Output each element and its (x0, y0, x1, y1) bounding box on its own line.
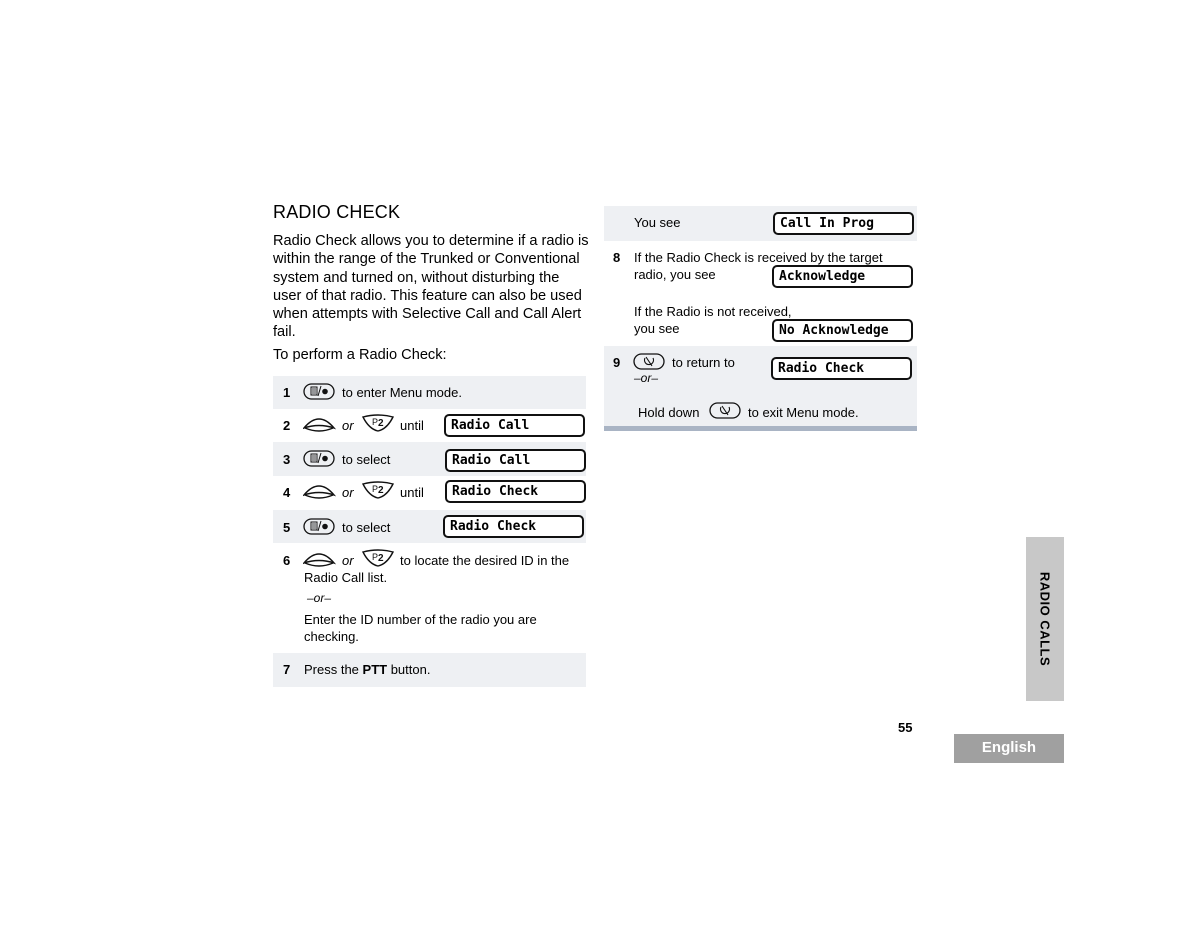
p2-button-icon (362, 481, 395, 501)
chapter-tab-label: RADIO CALLS (1037, 571, 1053, 667)
step-text: If the Radio Check is received by the target (634, 250, 883, 265)
p2-button-icon (362, 414, 395, 434)
chapter-tab (1026, 537, 1064, 701)
step-text: to select (342, 452, 391, 467)
step-text: to return to (672, 355, 735, 370)
display-no-acknowledge: No Acknowledge (772, 319, 913, 342)
page-number: 55 (898, 720, 913, 735)
alternative-or: –or– (307, 591, 332, 605)
alternative-or: –or– (634, 371, 659, 385)
section-end-rule (604, 426, 917, 431)
step-text: If the Radio is not received, (634, 304, 792, 319)
up-arrow-button-icon (303, 549, 336, 569)
step-text (304, 662, 430, 677)
perform-lead-in: To perform a Radio Check: (273, 347, 447, 363)
display-radio-call: Radio Call (444, 414, 585, 437)
step-text: checking. (304, 629, 359, 644)
step-number: 4 (283, 485, 291, 500)
step-text: Enter the ID number of the radio you are (304, 612, 537, 627)
display-radio-check: Radio Check (445, 480, 586, 503)
step-text-post: button. (387, 662, 431, 677)
step-number: 8 (613, 250, 621, 265)
exit-menu-text: to exit Menu mode. (748, 405, 859, 420)
p2-button-icon (362, 549, 395, 569)
display-acknowledge: Acknowledge (772, 265, 913, 288)
step-text-pre: Press the (304, 662, 363, 677)
display-radio-call: Radio Call (445, 449, 586, 472)
up-arrow-button-icon (303, 414, 336, 434)
step-number: 2 (283, 418, 291, 433)
step-text: Radio Call list. (304, 570, 388, 585)
step-text: you see (634, 321, 680, 336)
step-text: to enter Menu mode. (342, 385, 462, 400)
or-text: or (342, 485, 354, 500)
step-number: 9 (613, 355, 621, 370)
until-text: until (400, 418, 424, 433)
display-radio-check: Radio Check (771, 357, 912, 380)
up-arrow-button-icon (303, 481, 336, 501)
you-see-text: You see (634, 215, 681, 230)
step-number: 7 (283, 662, 291, 677)
language-tab: English (954, 734, 1064, 763)
section-title: RADIO CHECK (273, 202, 401, 222)
exit-button-icon (709, 402, 742, 420)
menu-select-button-icon (303, 450, 336, 468)
ptt-label: PTT (362, 662, 388, 677)
step-text: radio, you see (634, 267, 716, 282)
step-number: 1 (283, 385, 291, 400)
menu-select-button-icon (303, 518, 336, 536)
step-number: 6 (283, 553, 291, 568)
display-call-in-prog: Call In Prog (773, 212, 914, 235)
display-radio-check: Radio Check (443, 515, 584, 538)
or-text: or (342, 553, 354, 568)
menu-select-button-icon (303, 383, 336, 401)
step-text: to locate the desired ID in the (400, 553, 570, 568)
hold-down-text: Hold down (638, 405, 700, 420)
step-number: 5 (283, 520, 291, 535)
until-text: until (400, 485, 424, 500)
step-text: to select (342, 520, 391, 535)
or-text: or (342, 418, 354, 433)
exit-button-icon (633, 353, 666, 371)
step-number: 3 (283, 452, 291, 467)
intro-paragraph: Radio Check allows you to determine if a radio is within the range of the Trunked or Conventional system and turned on, without disturbing the user of that radio. This feature can also be used when attempts with Selective Call and Call Alert fail. (273, 233, 589, 341)
